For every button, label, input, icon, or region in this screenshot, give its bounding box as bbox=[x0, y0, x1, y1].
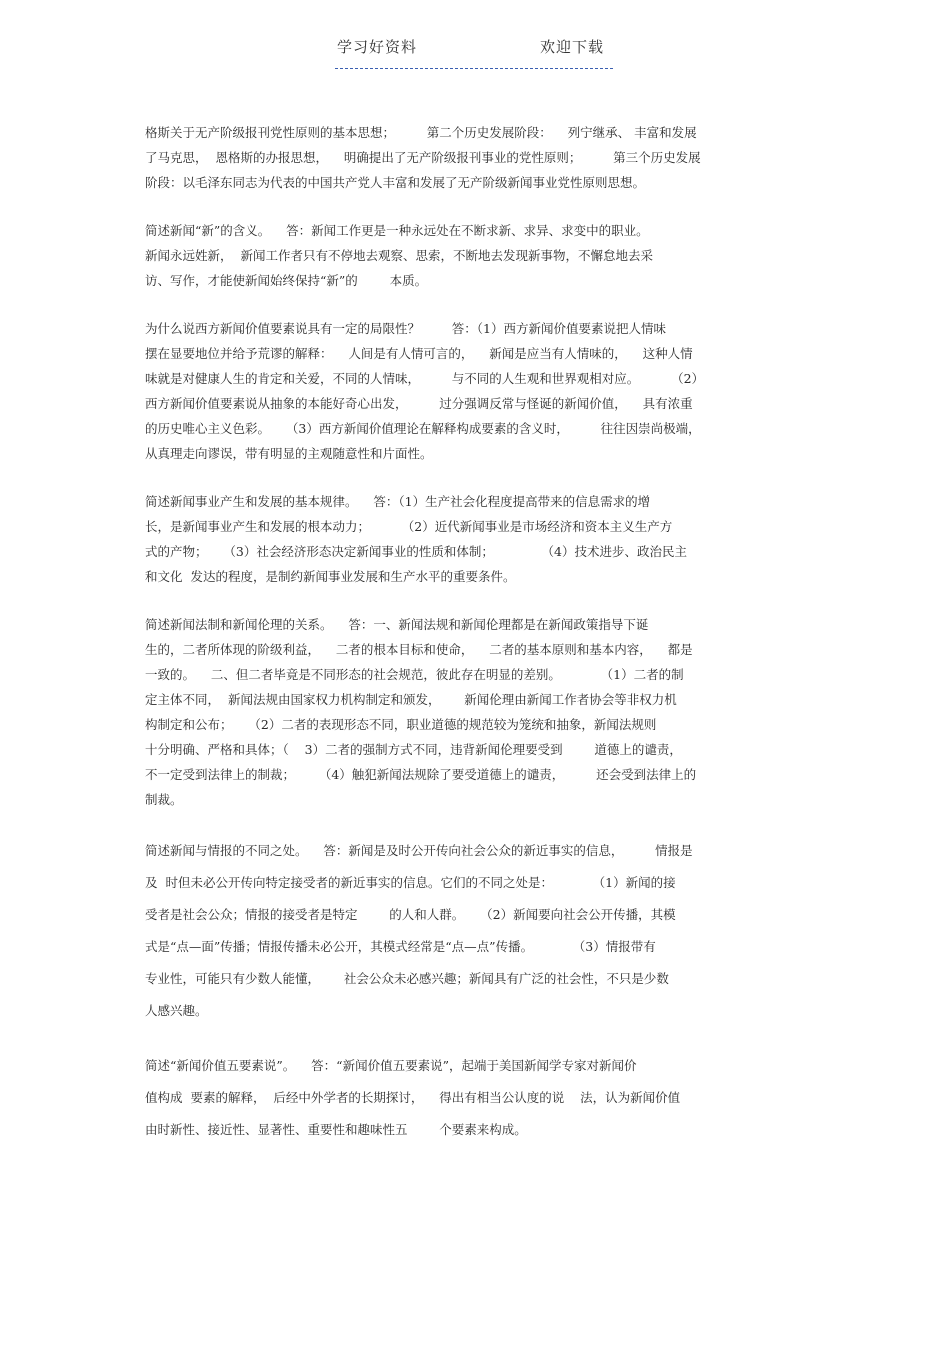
paragraph-line: 长，是新闻事业产生和发展的根本动力； （2）近代新闻事业是市场经济和资本主义生产方 bbox=[145, 519, 673, 534]
paragraph-line: 摆在显要地位并给予荒谬的解释： 人间是有人情可言的， 新闻是应当有人情味的， 这种人情 bbox=[145, 346, 693, 361]
paragraph-line: 值构成 要素的解释， 后经中外学者的长期探讨， 得出有相当公认度的说 法，认为新闻价值 bbox=[145, 1090, 681, 1105]
header-left-text: 学习好资料 bbox=[337, 38, 418, 56]
paragraph-line: 从真理走向谬误，带有明显的主观随意性和片面性。 bbox=[145, 446, 433, 461]
paragraph-line: 制裁。 bbox=[145, 792, 183, 807]
paragraph-gap bbox=[145, 293, 807, 316]
paragraph-gap bbox=[145, 466, 807, 489]
paragraph bbox=[145, 120, 807, 195]
paragraph-line: 简述新闻法制和新闻伦理的关系。 答：一、新闻法规和新闻伦理都是在新闻政策指导下诞 bbox=[145, 617, 649, 632]
paragraph-line: 生的，二者所体现的阶级利益， 二者的根本目标和使命， 二者的基本原则和基本内容， 都是 bbox=[145, 642, 693, 657]
paragraph-line: 为什么说西方新闻价值要素说具有一定的局限性？ 答：（1）西方新闻价值要素说把人情味 bbox=[145, 321, 666, 336]
document-body bbox=[145, 120, 807, 1146]
paragraph bbox=[145, 612, 807, 812]
paragraph-line: 西方新闻价值要素说从抽象的本能好奇心出发， 过分强调反常与怪诞的新闻价值， 具有浓重 bbox=[145, 396, 693, 411]
paragraph-line: 格斯关于无产阶级报刊党性原则的基本思想； 第二个历史发展阶段： 列宁继承、 丰富和发展 bbox=[145, 125, 697, 140]
paragraph-line: 简述新闻“新”的含义。 答：新闻工作更是一种永远处在不断求新、求异、求变中的职业。 bbox=[145, 223, 649, 238]
paragraph-line: 和文化 发达的程度，是制约新闻事业发展和生产水平的重要条件。 bbox=[145, 569, 516, 584]
paragraph-line: 味就是对健康人生的肯定和关爱，不同的人情味， 与不同的人生观和世界观相对应。 （2） bbox=[145, 371, 705, 386]
paragraph bbox=[145, 316, 807, 466]
paragraph-line: 定主体不同， 新闻法规由国家权力机构制定和颁发， 新闻伦理由新闻工作者协会等非权力机 bbox=[145, 692, 677, 707]
paragraph-line: 阶段：以毛泽东同志为代表的中国共产党人丰富和发展了无产阶级新闻事业党性原则思想。 bbox=[145, 175, 646, 190]
paragraph-line: 及 时但未必公开传向特定接受者的新近事实的信息。它们的不同之处是： （1）新闻的接 bbox=[145, 875, 676, 890]
paragraph-line: 专业性，可能只有少数人能懂， 社会公众未必感兴趣；新闻具有广泛的社会性，不只是少数 bbox=[145, 971, 669, 986]
paragraph-gap bbox=[145, 589, 807, 612]
paragraph-line: 新闻永远姓新， 新闻工作者只有不停地去观察、思索，不断地去发现新事物，不懈怠地去采 bbox=[145, 248, 653, 263]
paragraph-line: 简述新闻与情报的不同之处。 答：新闻是及时公开传向社会公众的新近事实的信息， 情报是 bbox=[145, 843, 693, 858]
paragraph-line: 式是“点—面”传播；情报传播未必公开，其模式经常是“点—点”传播。 （3）情报带有 bbox=[145, 939, 656, 954]
paragraph-line: 式的产物； （3）社会经济形态决定新闻事业的性质和体制； （4）技术进步、政治民主 bbox=[145, 544, 687, 559]
paragraph-gap bbox=[145, 195, 807, 218]
paragraph-line: 由时新性、接近性、显著性、重要性和趣味性五 个要素来构成。 bbox=[145, 1122, 527, 1137]
header-right-text: 欢迎下载 bbox=[540, 38, 605, 56]
paragraph-line: 的历史唯心主义色彩。 （3）西方新闻价值理论在解释构成要素的含义时， 往往因崇尚极端， bbox=[145, 421, 701, 436]
paragraph-line: 不一定受到法律上的制裁； （4）触犯新闻法规除了要受道德上的谴责， 还会受到法律上的 bbox=[145, 767, 697, 782]
paragraph bbox=[145, 489, 807, 589]
paragraph-line: 了马克思， 恩格斯的办报思想， 明确提出了无产阶级报刊事业的党性原则； 第三个历史发展 bbox=[145, 150, 701, 165]
page-header bbox=[335, 36, 613, 69]
paragraph-line: 受者是社会公众；情报的接受者是特定 的人和人群。 （2）新闻要向社会公开传播，其模 bbox=[145, 907, 676, 922]
paragraph bbox=[145, 835, 807, 1027]
paragraph-line: 构制定和公布； （2）二者的表现形态不同，职业道德的规范较为笼统和抽象，新闻法规则 bbox=[145, 717, 657, 732]
paragraph-line: 简述“新闻价值五要素说”。 答：“新闻价值五要素说”，起端于美国新闻学专家对新闻价 bbox=[145, 1058, 637, 1073]
paragraph-list bbox=[145, 120, 807, 1146]
paragraph bbox=[145, 218, 807, 293]
paragraph-line: 人感兴趣。 bbox=[145, 1003, 208, 1018]
paragraph-line: 一致的。 二、但二者毕竟是不同形态的社会规范，彼此存在明显的差别。 （1）二者的制 bbox=[145, 667, 684, 682]
paragraph-gap bbox=[145, 812, 807, 835]
paragraph-line: 访、写作，才能使新闻始终保持“新”的 本质。 bbox=[145, 273, 428, 288]
paragraph-line: 十分明确、严格和具体；（ 3）二者的强制方式不同，违背新闻伦理要受到 道德上的谴责， bbox=[145, 742, 682, 757]
paragraph-line: 简述新闻事业产生和发展的基本规律。 答：（1）生产社会化程度提高带来的信息需求的增 bbox=[145, 494, 651, 509]
paragraph-gap bbox=[145, 1027, 807, 1050]
paragraph bbox=[145, 1050, 807, 1146]
